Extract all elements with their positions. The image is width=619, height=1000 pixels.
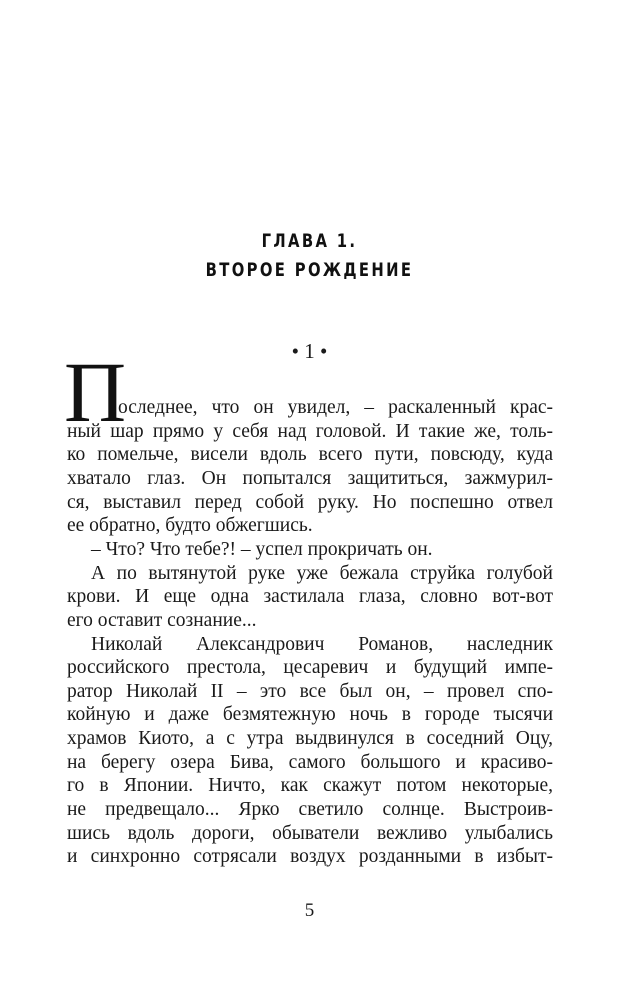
text-line: го в Японии. Ничто, как скажут потом некоторые, bbox=[67, 775, 553, 797]
text-line: российского престола, цесаревич и будущий импе- bbox=[67, 657, 553, 679]
text-line: ко помельче, висели вдоль всего пути, повсюду, куда bbox=[67, 444, 553, 466]
section-marker: • 1 • bbox=[291, 339, 328, 363]
text-line: А по вытянутой руке уже бежала струйка голубой bbox=[91, 562, 553, 584]
text-line: ее обратно, будто обжегшись. bbox=[67, 515, 313, 537]
text-line: крови. И еще одна застилала глаза, словно вот-вот bbox=[67, 586, 553, 608]
text-line: на берегу озера Бива, самого большого и красиво- bbox=[67, 751, 553, 773]
text-line: койную и даже безмятежную ночь в городе тысячи bbox=[67, 704, 553, 726]
drop-cap: П bbox=[64, 344, 127, 440]
text-line: Николай Александрович Романов, наследник bbox=[91, 633, 553, 655]
text-line: не предвещало... Ярко светило солнце. Выстроив- bbox=[67, 799, 553, 821]
text-line: храмов Киото, а с утра выдвинулся в соседний Оцу, bbox=[67, 728, 553, 750]
text-line: ный шар прямо у себя над головой. И такие же, толь- bbox=[67, 420, 553, 442]
text-line: ратор Николай II – это все был он, – провел спо- bbox=[67, 680, 553, 702]
chapter-subtitle: ВТОРОЕ РОЖДЕНИЕ bbox=[205, 259, 414, 281]
page-number: 5 bbox=[304, 900, 315, 921]
text-line: его оставит сознание... bbox=[67, 609, 257, 631]
text-line: ся, выставил перед собой руку. Но поспешно отвел bbox=[67, 491, 553, 513]
text-line: хватало глаз. Он попытался защититься, зажмурил- bbox=[67, 467, 553, 489]
text-line: шись вдоль дороги, обыватели вежливо улыбались bbox=[67, 822, 553, 844]
chapter-title: ГЛАВА 1. bbox=[261, 230, 358, 252]
text-line: и синхронно сотрясали воздух розданными в избыт- bbox=[67, 846, 553, 868]
text-line: оследнее, что он увидел, – раскаленный крас- bbox=[118, 397, 553, 418]
text-line: – Что? Что тебе?! – успел прокричать он. bbox=[91, 538, 433, 560]
